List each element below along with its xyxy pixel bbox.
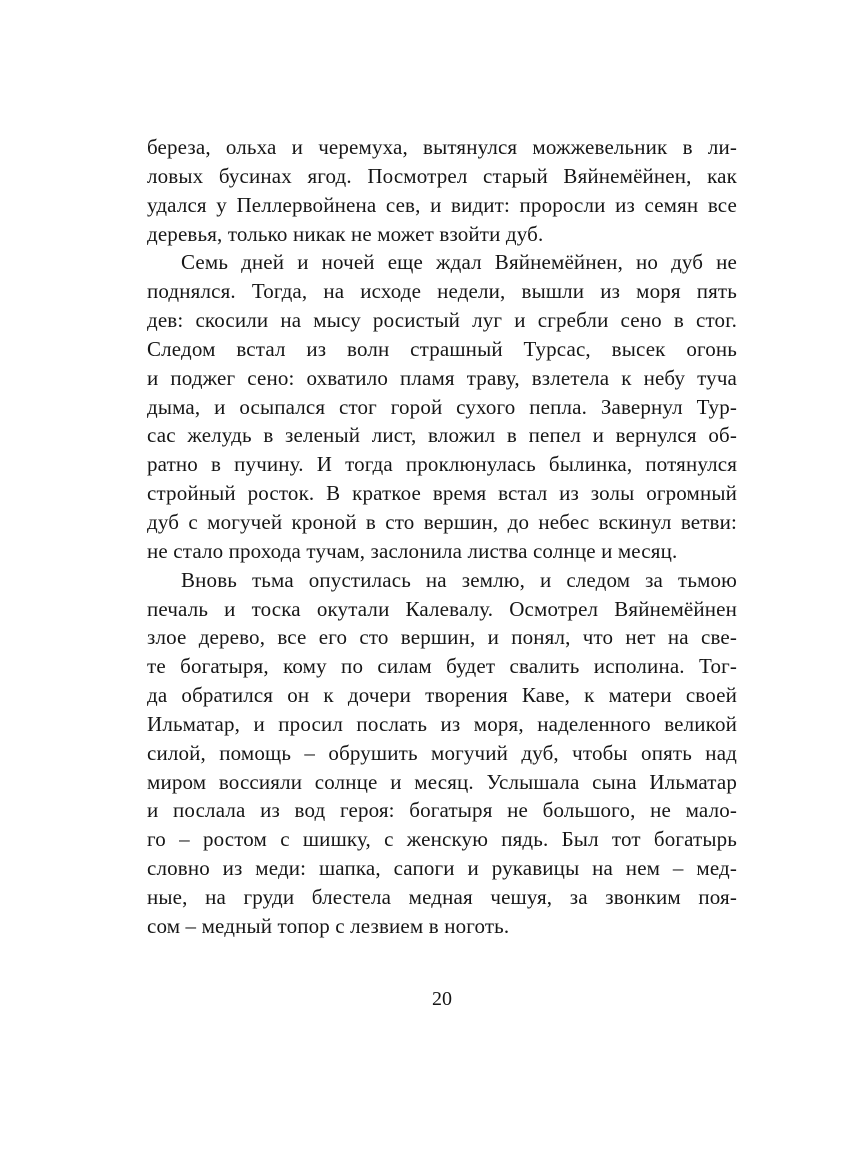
text-line: ловых бусинах ягод. Посмотрел старый Вяйнемёйнен, как [147, 163, 737, 188]
text-line: те богатыря, кому по силам будет свалить исполина. Тог- [147, 654, 737, 679]
text-line: печаль и тоска окутали Калевалу. Осмотрел Вяйнемёйнен [147, 596, 737, 621]
text-line: удался у Пеллервойнена сев, и видит: проросли из семян все [147, 192, 737, 217]
text-line: стройный росток. В краткое время встал из золы огромный [147, 481, 737, 506]
text-line: дыма, и осыпался стог горой сухого пепла. Завернул Тур- [147, 394, 737, 419]
text-line: да обратился он к дочери творения Каве, к матери своей [147, 683, 737, 708]
paragraph [147, 566, 737, 941]
text-line: дуб с могучей кроной в сто вершин, до небес вскинул ветви: [147, 509, 737, 534]
text-line: миром воссияли солнце и месяц. Услышала сына Ильматар [147, 769, 737, 794]
paragraph [147, 248, 737, 565]
text-line: Вновь тьма опустилась на землю, и следом за тьмою [181, 567, 737, 592]
text-line: словно из меди: шапка, сапоги и рукавицы на нем – мед- [147, 856, 737, 881]
text-line: сас желудь в зеленый лист, вложил в пепел и вернулся об- [147, 423, 737, 448]
text-line: деревья, только никак не может взойти дуб. [147, 221, 544, 246]
text-line: ные, на груди блестела медная чешуя, за звонким поя- [147, 884, 737, 909]
text-line: сом – медный топор с лезвием в ноготь. [147, 913, 510, 938]
page-number: 20 [432, 988, 452, 1010]
text-line: береза, ольха и черемуха, вытянулся можжевельник в ли- [147, 135, 737, 159]
text-line: поднялся. Тогда, на исходе недели, вышли из моря пять [147, 279, 737, 304]
text-line: дев: скосили на мысу росистый луг и сгребли сено в стог. [147, 308, 737, 333]
text-line: Семь дней и ночей еще ждал Вяйнемёйнен, но дуб не [181, 250, 737, 275]
text-line: и поджег сено: охватило пламя траву, взлетела к небу туча [147, 365, 737, 390]
text-line: не стало прохода тучам, заслонила листва солнце и месяц. [147, 538, 678, 563]
text-line: Ильматар, и просил послать из моря, наделенного великой [147, 711, 737, 736]
text-line: и послала из вод героя: богатыря не большого, не мало- [147, 798, 737, 823]
text-line: злое дерево, все его сто вершин, и понял, что нет на све- [147, 625, 737, 650]
text-line: ратно в пучину. И тогда проклюнулась былинка, потянулся [147, 452, 737, 477]
text-line: Следом встал из волн страшный Турсас, высек огонь [147, 336, 737, 361]
text-block [147, 133, 737, 941]
paragraph [147, 133, 737, 248]
text-line: го – ростом с шишку, с женскую пядь. Был тот богатырь [147, 827, 737, 852]
text-line: силой, помощь – обрушить могучий дуб, чтобы опять над [147, 740, 737, 765]
